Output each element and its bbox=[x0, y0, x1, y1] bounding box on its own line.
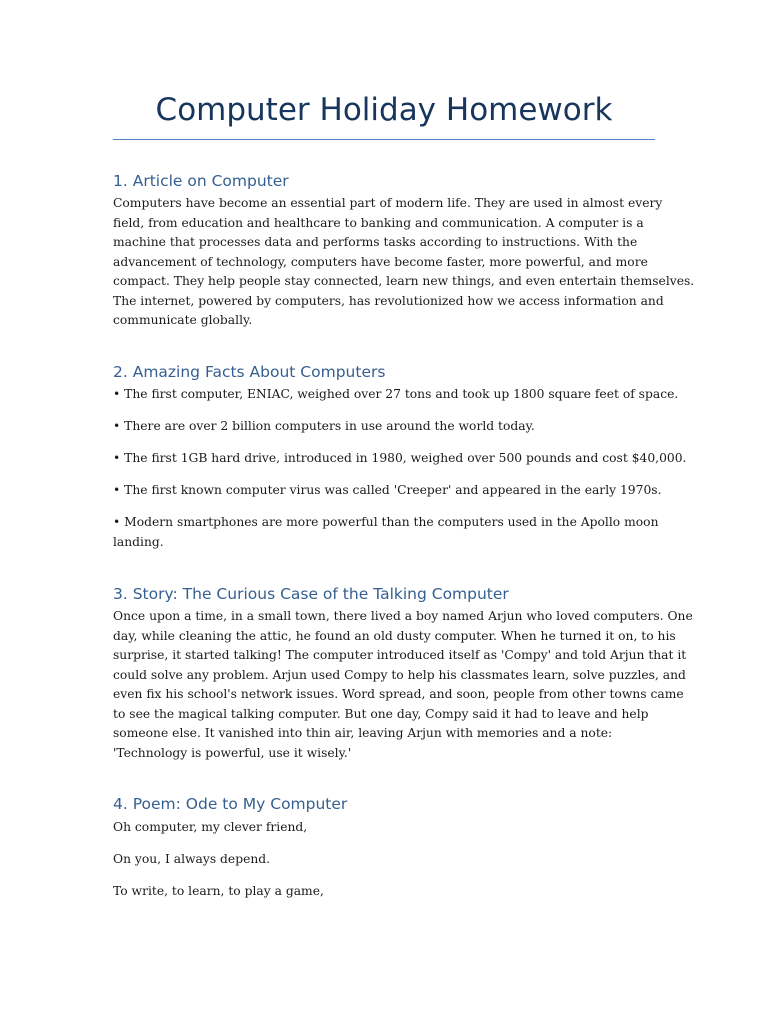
paragraph-line: even fix his school's network issues. Word spread, and soon, people from other towns came bbox=[113, 687, 684, 701]
fact-item bbox=[113, 449, 687, 469]
fact-line: • There are over 2 billion computers in use around the world today. bbox=[113, 419, 535, 433]
paragraph-line: to see the magical talking computer. But one day, Compy said it had to leave and help bbox=[113, 706, 649, 721]
paragraph-line: could solve any problem. Arjun used Compy to help his classmates learn, solve puzzles, and bbox=[113, 667, 686, 682]
paragraph-line: field, from education and healthcare to banking and communication. A computer is a bbox=[113, 215, 644, 230]
paragraph-line: advancement of technology, computers have become faster, more powerful, and more bbox=[113, 254, 648, 269]
story-paragraph bbox=[113, 607, 693, 763]
fact-line: • The first 1GB hard drive, introduced in 1980, weighed over 500 pounds and cost $40,000. bbox=[113, 451, 687, 465]
paragraph-line: Computers have become an essential part of modern life. They are used in almost every bbox=[113, 196, 663, 210]
poem-verse bbox=[113, 850, 673, 870]
section-heading-facts: 2. Amazing Facts About Computers bbox=[113, 363, 386, 381]
poem-verse bbox=[113, 818, 673, 838]
fact-item bbox=[113, 481, 673, 501]
article-paragraph bbox=[113, 194, 695, 331]
verse-line: Oh computer, my clever friend, bbox=[113, 820, 308, 834]
fact-item bbox=[113, 417, 673, 437]
fact-item bbox=[113, 513, 673, 552]
fact-line: • The first known computer virus was called 'Creeper' and appeared in the early 1970s. bbox=[113, 483, 662, 497]
paragraph-line: 'Technology is powerful, use it wisely.' bbox=[113, 745, 352, 760]
paragraph-line: someone else. It vanished into thin air, leaving Arjun with memories and a note: bbox=[113, 726, 613, 740]
section-heading-article: 1. Article on Computer bbox=[113, 172, 289, 190]
section-heading-story: 3. Story: The Curious Case of the Talking Computer bbox=[113, 585, 509, 603]
fact-line: landing. bbox=[113, 534, 164, 549]
paragraph-line: Once upon a time, in a small town, there lived a boy named Arjun who loved computers. One bbox=[113, 609, 693, 623]
paragraph-line: machine that processes data and performs tasks according to instructions. With the bbox=[113, 235, 638, 249]
paragraph-line: compact. They help people stay connected, learn new things, and even entertain themselves. bbox=[113, 274, 695, 288]
paragraph-line: The internet, powered by computers, has revolutionized how we access information and bbox=[113, 293, 664, 308]
paragraph-line: communicate globally. bbox=[113, 313, 253, 327]
title-divider bbox=[113, 139, 655, 140]
poem-verse bbox=[113, 882, 673, 902]
verse-line: To write, to learn, to play a game, bbox=[113, 884, 324, 898]
fact-line: • Modern smartphones are more powerful than the computers used in the Apollo moon bbox=[113, 515, 659, 529]
section-heading-poem: 4. Poem: Ode to My Computer bbox=[113, 795, 348, 813]
fact-item bbox=[113, 385, 679, 405]
paragraph-line: surprise, it started talking! The computer introduced itself as 'Compy' and told Arjun that it bbox=[113, 648, 687, 662]
paragraph-line: day, while cleaning the attic, he found an old dusty computer. When he turned it on, to his bbox=[113, 628, 676, 643]
document-title: Computer Holiday Homework bbox=[155, 92, 613, 128]
verse-line: On you, I always depend. bbox=[113, 852, 271, 866]
fact-line: • The first computer, ENIAC, weighed over 27 tons and took up 1800 square feet of space. bbox=[113, 387, 679, 401]
